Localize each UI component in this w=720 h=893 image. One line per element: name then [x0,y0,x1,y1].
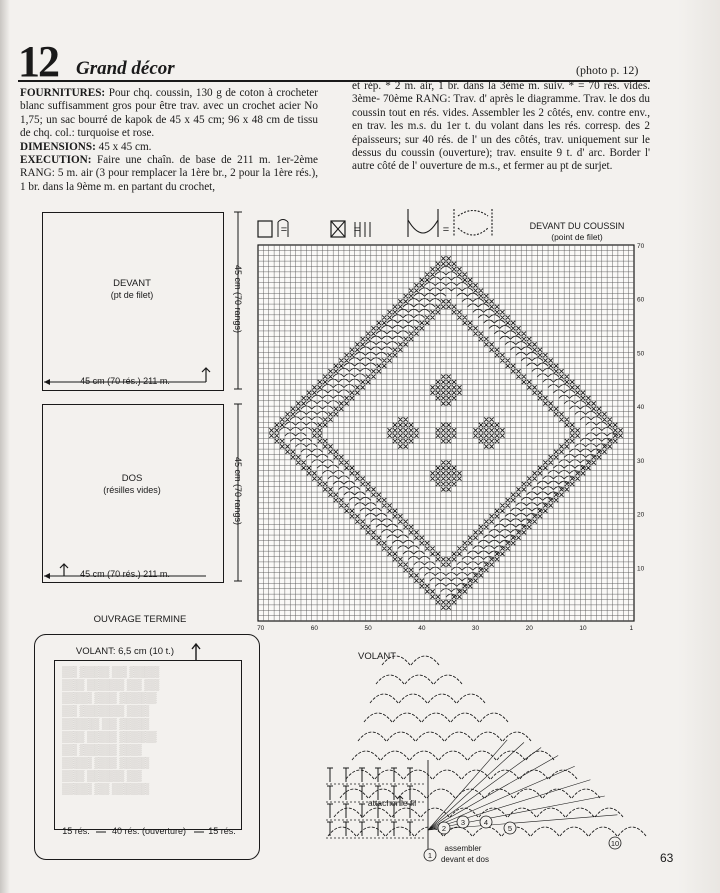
volant-arc [457,694,485,703]
volant-arc [357,827,385,836]
round-number-text: 3 [460,818,466,827]
bottom-tick-label: 10 [579,625,587,632]
bottom-tick-label: 30 [471,625,480,632]
volant-arc [411,656,439,665]
volant-arc [520,770,548,779]
right-tick-label: 10 [637,565,645,573]
ouvrage-right-count: 15 rés. [208,826,236,836]
fournitures-text: Pour chq. coussin, 130 g de coton à crocheter blanc suffisamment gros pour être trav. avec un crochet acier No 1,75; un sac bourré de kapok de 45 x 45 cm; 96 x 48 cm de tissu de chq. col.: turquoise et rose. [20,87,319,140]
volant-arc [503,732,531,741]
round-number-text: 1 [427,851,433,860]
volant-radial-stitch [428,815,617,830]
right-tick-label: 70 [637,243,645,250]
bleed-through: ▒▒ ▒▒▒▒ ▒▒ ▒▒▒▒ ▒▒▒ ▒▒▒▒▒ ▒▒ ▒▒ ▒▒▒▒ ▒▒▒ ▒▒▒▒▒ ▒▒ ▒▒▒▒▒▒ ▒▒▒ ▒▒▒▒▒ ▒▒ ▒▒▒▒ ▒▒▒ ▒▒▒▒ ▒▒▒▒▒ ▒▒ ▒▒▒▒▒ ▒▒▒ ▒▒▒▒ ▒▒▒ ▒▒▒▒ ▒▒▒ ▒▒▒▒▒ ▒▒ ▒▒▒▒ ▒▒ ▒▒▒▒▒ [62,667,160,795]
legend-lace-arc [408,209,492,237]
volant-arc [334,808,362,817]
bottom-tick-label: 60 [310,625,319,632]
volant-arc [468,751,496,760]
legend-empty-mesh-chain [278,220,288,223]
right-tick-label: 20 [637,511,645,519]
photo-reference: (photo p. 12) [576,63,639,77]
ouvrage-termine-label: OUVRAGE TERMINE [93,614,187,625]
volant-arc [398,789,426,798]
volant-arc [433,770,461,779]
dimensions-text: 45 x 45 cm. [98,140,152,153]
legend-equals-3: = [442,224,450,236]
legend-empty-mesh [258,220,288,238]
bottom-tick-label: 1 [629,625,634,632]
volant-arc [572,789,600,798]
volant-arc [480,713,508,722]
legend-equals-1: = [280,224,288,236]
volant-arc [451,713,479,722]
volant-arc [445,732,473,741]
volant-arc [497,751,525,760]
volant-radial-stitch [428,796,605,830]
dos-sublabel: (résilles vides) [103,485,161,495]
volant-arc [393,713,421,722]
volant-arc [416,732,444,741]
volant-arc [537,808,565,817]
devant-label: DEVANT [113,278,151,289]
volant-arc [491,770,519,779]
volant-arc [369,789,397,798]
legend-lace-arc-arc-chain [454,209,492,237]
dos-width-arrow-head [44,573,50,579]
volant-stitch-diagram [328,656,646,836]
assemble-label-1: assembler [444,844,482,853]
attach-thread-label: attacher le fil [352,798,432,808]
volant-arc [405,675,433,684]
volant-arc [328,827,356,836]
volant-arc [531,827,559,836]
legend-lace-arc-arc [408,209,438,237]
volant-arc [375,770,403,779]
fournitures-label: FOURNITURES: [20,87,106,99]
pattern-number: 12 [18,37,58,86]
legend-empty-mesh-square [258,221,272,237]
round-number-text: 4 [483,818,489,827]
volant-arc [370,694,398,703]
right-tick-label: 50 [637,350,645,358]
volant-arc [474,732,502,741]
volant-arc [618,827,646,836]
volant-arc [382,656,410,665]
volant-arc [422,713,450,722]
devant-sublabel: (pt de filet) [110,290,154,300]
volant-arc [566,808,594,817]
volant-arc [428,694,456,703]
instructions-column-2: et rép. * 2 m. air, 1 br. dans la 3ème m. suiv. * = 70 rés. vides. 3ème- 70ème RANG: Trav. d' après le diagramme. Trav. le dos du coussin tout en rés. vides. Assembler les 2 côtés, env. contre env., en trav. les m.s. du 1er t. du volant dans les rés. corresp. des 2 épaisseurs; sur 40 rés. de l' un des côtés, trav. uniquement sur le dessus du coussin (ouverture); trav. ensuite 9 t. d' arc. Border l' autre côté de l' ouverture de m.s., et fermer au pt de surjet. [352,80,650,173]
volant-radial-stitch [428,740,507,830]
devant-start-arrow [202,368,210,382]
volant-radial-stitch [428,766,575,830]
volant-arc [462,770,490,779]
attach-thread-arrow [397,796,403,806]
round-number-text: 2 [441,824,447,833]
legend-filled-mesh [331,221,370,237]
volant-arc [434,675,462,684]
volant-arc [381,751,409,760]
volant-arc [410,751,438,760]
volant-size-label: VOLANT: 6,5 cm (10 t.) [75,646,175,657]
volant-start-arrow [192,644,200,660]
volant-radial-stitch [428,755,558,830]
right-tick-label: 40 [637,404,645,412]
volant-arc [421,808,449,817]
volant-arc [485,789,513,798]
volant-arc [427,789,455,798]
volant-title: VOLANT [357,651,396,662]
pattern-title: Grand décor [76,58,175,79]
legend-equals-2: = [353,224,361,236]
dos-height-label: 45 cm (70 rangs) [233,456,243,526]
volant-arc [363,808,391,817]
volant-arc [392,808,420,817]
bottom-tick-label: 50 [364,625,372,632]
volant-arc [340,789,368,798]
execution-text: Faire une chaîn. de base de 211 m. 1er-2ème RANG: 5 m. air (3 pour remplacer la 1ère br., 2 pour la 1ère rés.), 1 br. dans la 9ème m. en partant du crochet, [20,154,318,193]
volant-arc [376,675,404,684]
volant-arc [560,827,588,836]
chart-title: DEVANT DU COUSSIN [529,221,625,231]
dos-label: DOS [121,473,143,484]
right-tick-label: 60 [637,296,645,304]
volant-arc [589,827,617,836]
volant-arc [352,751,380,760]
bottom-tick-label: 20 [525,625,533,632]
ouvrage-opening-label: 40 rés. (ouverture) [111,826,187,836]
volant-arc [346,770,374,779]
volant-radial-stitch [428,742,524,830]
round-number-text: 5 [507,824,513,833]
volant-arc [387,732,415,741]
bottom-tick-label: 70 [257,625,265,632]
assemble-label-2: devant et dos [440,855,490,864]
volant-arc [508,808,536,817]
devant-height-label: 45 cm (70 rangs) [233,264,243,334]
filet-grid [258,245,634,621]
dos-start-arrow [60,564,68,576]
round-number-text: 10 [610,839,620,848]
volant-arc [514,789,542,798]
devant-width-label: 45 cm (70 rés.) 211 m. [60,376,190,386]
execution-label: EXECUTION: [20,154,92,167]
devant-width-arrow-head [44,379,50,385]
page-number: 63 [660,851,674,865]
volant-arc [399,694,427,703]
right-tick-label: 30 [637,457,645,465]
dimensions-label: DIMENSIONS: [20,140,96,153]
volant-arc [358,732,386,741]
volant-arc [439,751,467,760]
volant-arc [364,713,392,722]
volant-arc [473,827,501,836]
chart-subtitle: (point de filet) [551,232,603,242]
dos-width-label: 45 cm (70 rés.) 211 m. [60,569,190,579]
bottom-tick-label: 40 [418,625,426,632]
ouvrage-left-count: 15 rés. [62,826,90,836]
